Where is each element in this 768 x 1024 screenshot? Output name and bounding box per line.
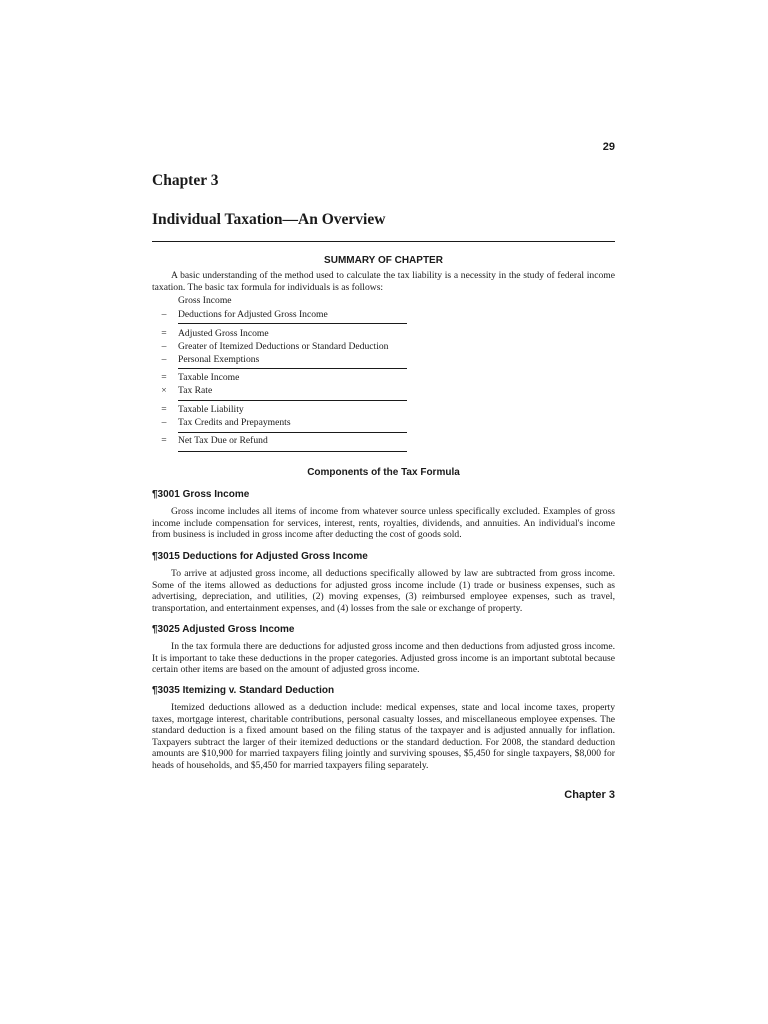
formula-operator: – bbox=[161, 341, 167, 352]
formula-row bbox=[152, 404, 412, 416]
formula-operator: = bbox=[161, 372, 167, 383]
formula-label: Adjusted Gross Income bbox=[178, 328, 269, 339]
formula-label: Tax Rate bbox=[178, 385, 213, 396]
section-heading-3025: ¶3025 Adjusted Gross Income bbox=[152, 624, 295, 635]
formula-row bbox=[152, 354, 412, 366]
formula-label: Taxable Liability bbox=[178, 404, 244, 415]
chapter-title: Individual Taxation—An Overview bbox=[152, 211, 386, 228]
formula-operator: – bbox=[161, 309, 167, 320]
formula-rule bbox=[178, 400, 407, 401]
summary-intro: A basic understanding of the method used to calculate the tax liability is a necessity in the study of federal income taxation. The basic tax formula for individuals is as follows: bbox=[152, 270, 615, 293]
formula-operator: = bbox=[161, 435, 167, 446]
page-number: 29 bbox=[602, 141, 615, 153]
formula-row bbox=[152, 295, 412, 307]
formula-row bbox=[152, 385, 412, 397]
formula-rule bbox=[178, 323, 407, 324]
formula-operator: = bbox=[161, 328, 167, 339]
formula-operator: – bbox=[161, 417, 167, 428]
section-body-3001: Gross income includes all items of income from whatever source unless specifically excluded. Examples of gross income include compensation for services, interest, rents, royalties, dividends, and annuities. An individual's income from business is included in gross income after deducting the cost of goods sold. bbox=[152, 506, 615, 540]
section-body-3015: To arrive at adjusted gross income, all deductions specifically allowed by law are subtracted from gross income. Some of the items allowed as deductions for adjusted gross income include (1) trade or business expenses, such as advertising, depreciation, and utilities, (2) moving expenses, (3) reimbursed employee expenses, such as travel, transportation, and entertainment expenses, and (4) losses from the sale or exchange of property. bbox=[152, 568, 615, 614]
formula-row bbox=[152, 341, 412, 353]
formula-label: Taxable Income bbox=[178, 372, 240, 383]
section-heading-3001: ¶3001 Gross Income bbox=[152, 489, 250, 500]
formula-operator: = bbox=[161, 404, 167, 415]
formula-label: Greater of Itemized Deductions or Standard Deduction bbox=[178, 341, 389, 352]
formula-label: Net Tax Due or Refund bbox=[178, 435, 268, 446]
formula-row bbox=[152, 435, 412, 447]
formula-rule bbox=[178, 432, 407, 433]
section-body-3035: Itemized deductions allowed as a deduction include: medical expenses, state and local income taxes, property taxes, mortgage interest, charitable contributions, personal casualty losses, and miscellaneous employee expenses. The standard deduction is a fixed amount based on the filing status of the taxpayer and is adjusted annually for inflation. Taxpayers subtract the larger of their itemized deductions or the standard deduction. For 2008, the standard deduction amounts are $10,900 for married taxpayers filing jointly and surviving spouses, $5,450 for single taxpayers, $8,000 for heads of households, and $5,450 for married taxpayers filing separately. bbox=[152, 702, 615, 771]
formula-row bbox=[152, 309, 412, 321]
chapter-label: Chapter 3 bbox=[152, 172, 219, 189]
formula-label: Tax Credits and Prepayments bbox=[178, 417, 291, 428]
summary-heading: SUMMARY OF CHAPTER bbox=[324, 255, 443, 266]
formula-row bbox=[152, 417, 412, 429]
section-body-3025: In the tax formula there are deductions for adjusted gross income and then deductions from adjusted gross income. It is important to take these deductions in the proper categories. Adjusted gross income is an important subtotal because certain other items are based on the amount of adjusted gross income. bbox=[152, 641, 615, 675]
formula-rule bbox=[178, 451, 407, 452]
section-heading-3035: ¶3035 Itemizing v. Standard Deduction bbox=[152, 685, 335, 696]
title-divider bbox=[152, 241, 615, 242]
formula-row bbox=[152, 328, 412, 340]
formula-label: Personal Exemptions bbox=[178, 354, 260, 365]
components-heading: Components of the Tax Formula bbox=[307, 467, 460, 478]
footer-chapter-label: Chapter 3 bbox=[564, 789, 615, 801]
formula-rule bbox=[178, 368, 407, 369]
formula-row bbox=[152, 372, 412, 384]
formula-operator: × bbox=[161, 385, 167, 396]
formula-operator: – bbox=[161, 354, 167, 365]
formula-label: Gross Income bbox=[178, 295, 232, 306]
formula-label: Deductions for Adjusted Gross Income bbox=[178, 309, 328, 320]
section-heading-3015: ¶3015 Deductions for Adjusted Gross Income bbox=[152, 551, 368, 562]
